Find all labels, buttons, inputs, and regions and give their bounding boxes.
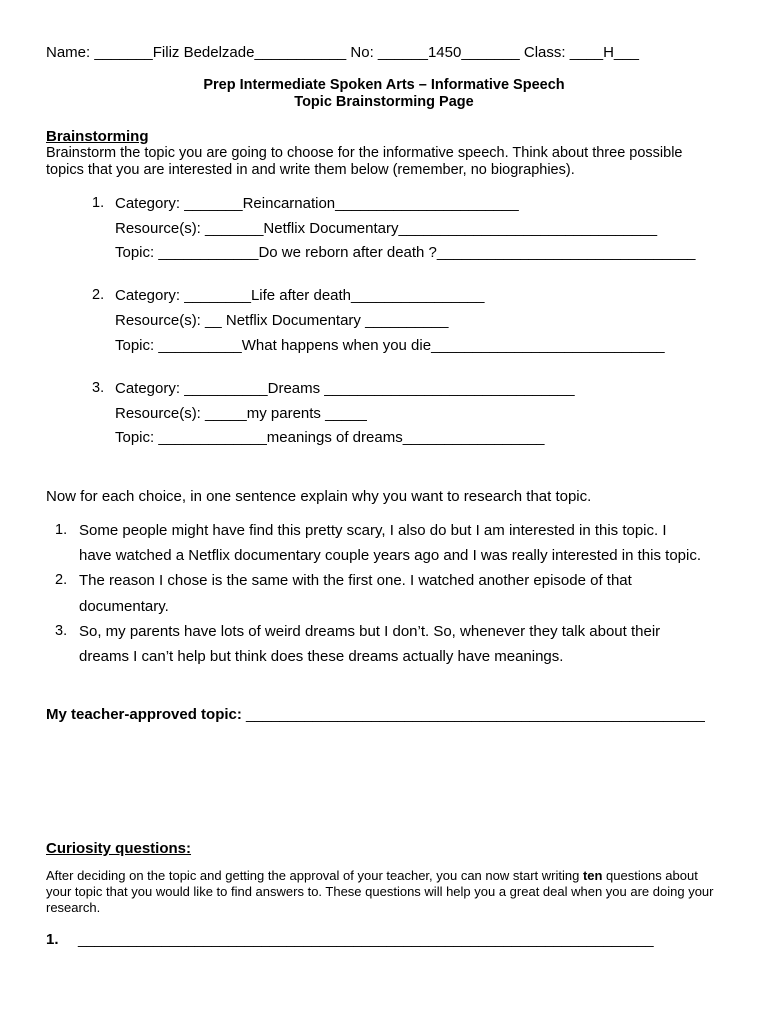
curiosity-heading: Curiosity questions:: [46, 840, 192, 857]
name-line: Name: _______Filiz Bedelzade___________ No: ______1450_______ Class: ____H___: [46, 44, 639, 61]
choice-1-resources: Resource(s): _______Netflix Documentary_______________________________: [115, 220, 658, 237]
explanations-intro: Now for each choice, in one sentence explain why you want to research that topic.: [46, 488, 592, 505]
choice-1-category: Category: _______Reincarnation______________________: [115, 195, 519, 212]
choice-3-number: 3.: [92, 380, 105, 396]
curiosity-instructions: [46, 868, 726, 916]
choice-3-resources: Resource(s): _____my parents _____: [115, 405, 367, 422]
document-subtitle: Topic Brainstorming Page: [294, 94, 474, 110]
approved-topic-blank: _______________________________________________________: [241, 706, 705, 723]
curiosity-text-after: questions about your topic that you would like to find answers to. These questions will help you a great deal when you are doing your research.: [46, 868, 714, 915]
curiosity-text-before: After deciding on the topic and getting the approval of your teacher, you can now start writing: [46, 868, 583, 883]
approved-topic-line: [46, 706, 705, 723]
brainstorming-heading: Brainstorming: [46, 128, 149, 145]
explanation-3-line-1: So, my parents have lots of weird dreams but I don’t. So, whenever they talk about their: [79, 623, 661, 640]
choice-2-resources: Resource(s): __ Netflix Documentary __________: [115, 312, 449, 329]
choice-3-topic: Topic: _____________meanings of dreams_________________: [115, 429, 545, 446]
explanation-2-number: 2.: [55, 572, 68, 588]
explanation-2-line-2: documentary.: [79, 598, 169, 615]
explanation-3-line-2: dreams I can’t help but think does these dreams actually have meanings.: [79, 648, 564, 665]
choice-1-topic: Topic: ____________Do we reborn after death ?_______________________________: [115, 244, 696, 261]
brainstorming-instructions: Brainstorm the topic you are going to choose for the informative speech. Think about three possible topics that you are interested in and write them below (remember, no biographies).: [46, 145, 683, 178]
approved-topic-label: My teacher-approved topic:: [46, 706, 242, 723]
document-title: Prep Intermediate Spoken Arts – Informative Speech: [203, 77, 565, 93]
choice-2-number: 2.: [92, 287, 105, 303]
explanation-2-line-1: The reason I chose is the same with the first one. I watched another episode of that: [79, 572, 632, 589]
explanation-1-line-2: have watched a Netflix documentary couple years ago and I was really interested in this topic.: [79, 547, 702, 564]
explanation-1-line-1: Some people might have find this pretty scary, I also do but I am interested in this topic. I: [79, 522, 667, 539]
choice-2-topic: Topic: __________What happens when you die____________________________: [115, 337, 665, 354]
choice-1-number: 1.: [92, 195, 105, 211]
curiosity-text-bold: ten: [582, 868, 603, 883]
question-1-number: 1.: [46, 931, 59, 948]
choice-3-category: Category: __________Dreams ______________________________: [115, 380, 575, 397]
choice-2-category: Category: ________Life after death________________: [115, 287, 485, 304]
explanation-3-number: 3.: [55, 623, 68, 639]
question-1-blank: _____________________________________________________________________: [78, 931, 654, 948]
explanation-1-number: 1.: [55, 522, 68, 538]
